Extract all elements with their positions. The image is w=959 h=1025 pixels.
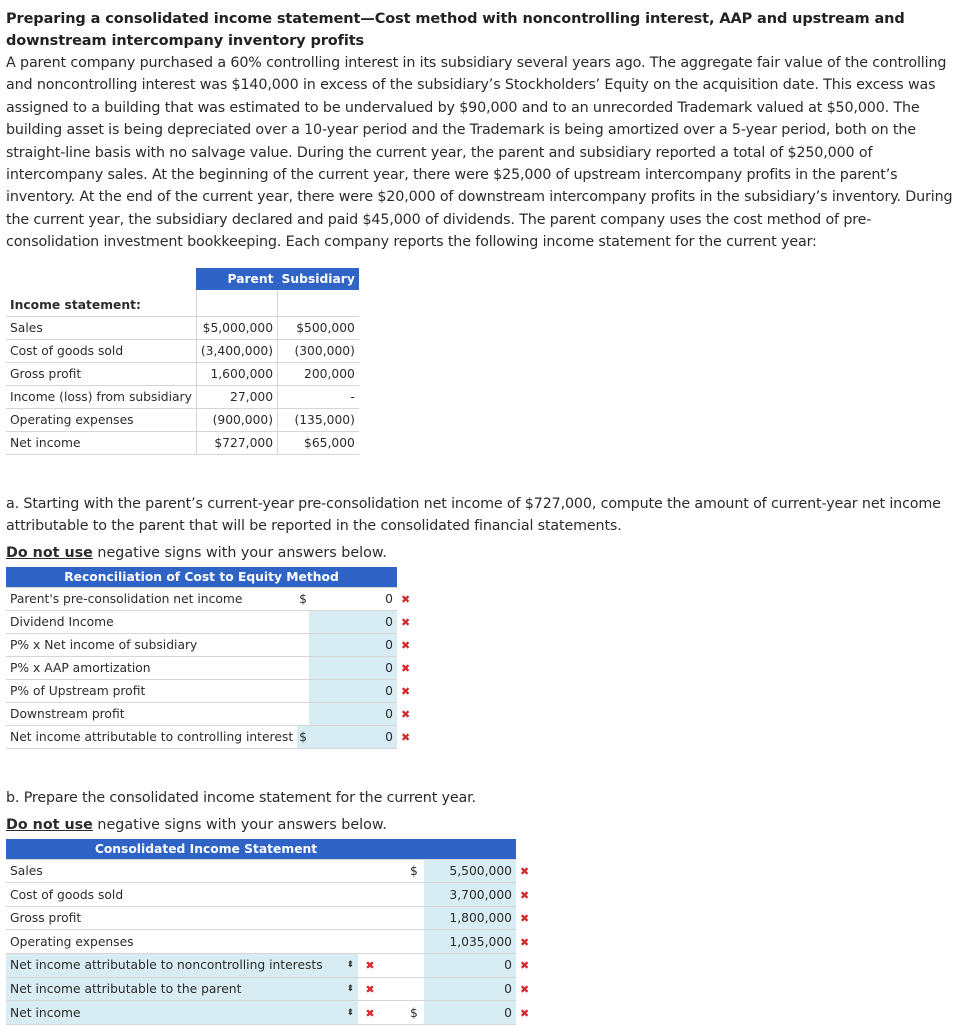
consolidated-input[interactable]: 0	[424, 1001, 516, 1025]
recon-input[interactable]: 0	[309, 679, 397, 702]
select-arrow-icon: ⬍	[346, 960, 354, 971]
income-section-label: Income statement:	[6, 290, 196, 317]
consolidated-input[interactable]: 0	[424, 954, 516, 978]
select-arrow-icon: ⬍	[346, 1007, 354, 1018]
recon-input[interactable]: 0	[309, 702, 397, 725]
table-row: Net income attributable to controlling interest $ 0 ✖	[6, 725, 429, 748]
consolidated-income-table	[6, 839, 544, 1025]
incorrect-icon: ✖	[520, 982, 530, 996]
incorrect-icon: ✖	[400, 730, 411, 744]
problem-intro: A parent company purchased a 60% controlling interest in its subsidiary several years ago. The aggregate fair value of the controlling and noncontrolling interest was $140,000 in excess of the subsidiary’s Stockholders’ Equity on the acquisition date. This excess was assigned to a building that was estimated to be undervalued by $90,000 and to an unrecorded Trademark valued at $50,000. The building asset is being depreciated over a 10-year period and the Trademark is being amortized over a 5-year period, both on the straight-line basis with no salvage value. During the current year, the parent and subsidiary reported a total of $250,000 of intercompany sales. At the beginning of the current year, there were $25,000 of upstream intercompany profits in the parent’s inventory. At the end of the current year, there were $20,000 of downstream intercompany profits in the subsidiary’s inventory. During the current year, the subsidiary declared and paid $45,000 of dividends. The parent company uses the cost method of pre-consolidation investment bookkeeping. Each company reports the following income statement for the current year:	[6, 55, 953, 251]
consolidated-input[interactable]: 1,800,000	[424, 906, 516, 930]
table-row: Dividend Income 0 ✖	[6, 610, 429, 633]
incorrect-icon: ✖	[400, 661, 411, 675]
table-row: Gross profit 1,600,000 200,000	[6, 362, 359, 385]
consolidated-input[interactable]: 5,500,000	[424, 859, 516, 883]
reconciliation-table	[6, 567, 429, 749]
table-row: Gross profit 1,800,000 ✖	[6, 906, 544, 930]
incorrect-icon: ✖	[400, 638, 411, 652]
part-b-note: Do not use negative signs with your answers below.	[6, 816, 387, 833]
table-row: Parent's pre-consolidation net income $ 0 ✖	[6, 587, 429, 610]
recon-input[interactable]: 0	[309, 725, 397, 748]
account-select[interactable]: Net income ⬍	[6, 1001, 358, 1025]
table-row: Net income $727,000 $65,000	[6, 431, 359, 454]
recon-input[interactable]: 0	[309, 656, 397, 679]
problem-heading: Preparing a consolidated income statement—Cost method with noncontrolling interest, AAP and upstream and downstream intercompany inventory profits	[6, 11, 905, 49]
reconciliation-title: Reconciliation of Cost to Equity Method	[6, 567, 397, 588]
part-a-note: Do not use negative signs with your answers below.	[6, 544, 387, 561]
incorrect-icon: ✖	[520, 935, 530, 949]
incorrect-icon: ✖	[400, 615, 411, 629]
table-row	[6, 977, 544, 1001]
table-row: P% x AAP amortization 0 ✖	[6, 656, 429, 679]
table-row: Sales $ 5,500,000 ✖	[6, 859, 544, 883]
account-select[interactable]: Net income attributable to noncontrolling interests ⬍	[6, 954, 358, 978]
recon-input[interactable]: 0	[309, 610, 397, 633]
consolidated-input[interactable]: 0	[424, 977, 516, 1001]
part-a-question: a. Starting with the parent’s current-year pre-consolidation net income of $727,000, compute the amount of current-year net income attributable to the parent that will be reported in the consolidated financial statements.	[6, 495, 941, 534]
account-select[interactable]: Net income attributable to the parent ⬍	[6, 977, 358, 1001]
incorrect-icon: ✖	[365, 982, 375, 996]
consolidated-title: Consolidated Income Statement	[6, 839, 406, 860]
incorrect-icon: ✖	[520, 959, 530, 973]
incorrect-icon: ✖	[400, 592, 411, 606]
incorrect-icon: ✖	[520, 1006, 530, 1020]
incorrect-icon: ✖	[400, 684, 411, 698]
table-row: Operating expenses (900,000) (135,000)	[6, 408, 359, 431]
part-b-question: b. Prepare the consolidated income statement for the current year.	[6, 789, 476, 806]
table-row: P% x Net income of subsidiary 0 ✖	[6, 633, 429, 656]
consolidated-input[interactable]: 3,700,000	[424, 883, 516, 907]
table-row: Downstream profit 0 ✖	[6, 702, 429, 725]
recon-input[interactable]: 0	[309, 587, 397, 610]
recon-input[interactable]: 0	[309, 633, 397, 656]
incorrect-icon: ✖	[365, 1006, 375, 1020]
select-arrow-icon: ⬍	[346, 983, 354, 994]
table-row: Operating expenses 1,035,000 ✖	[6, 930, 544, 954]
incorrect-icon: ✖	[520, 888, 530, 902]
incorrect-icon: ✖	[520, 864, 530, 878]
col-parent-header: Parent	[196, 268, 277, 290]
table-row: Cost of goods sold 3,700,000 ✖	[6, 883, 544, 907]
consolidated-input[interactable]: 1,035,000	[424, 930, 516, 954]
table-row: Cost of goods sold (3,400,000) (300,000)	[6, 339, 359, 362]
table-row: Sales $5,000,000 $500,000	[6, 316, 359, 339]
table-row: Income (loss) from subsidiary 27,000 -	[6, 385, 359, 408]
incorrect-icon: ✖	[365, 959, 375, 973]
col-subsidiary-header: Subsidiary	[278, 268, 359, 290]
table-row: Net income ⬍ ✖ $ 0 ✖	[6, 1001, 544, 1025]
table-row	[6, 954, 544, 978]
income-statement-table	[6, 268, 359, 455]
incorrect-icon: ✖	[400, 707, 411, 721]
incorrect-icon: ✖	[520, 912, 530, 926]
table-row: P% of Upstream profit 0 ✖	[6, 679, 429, 702]
